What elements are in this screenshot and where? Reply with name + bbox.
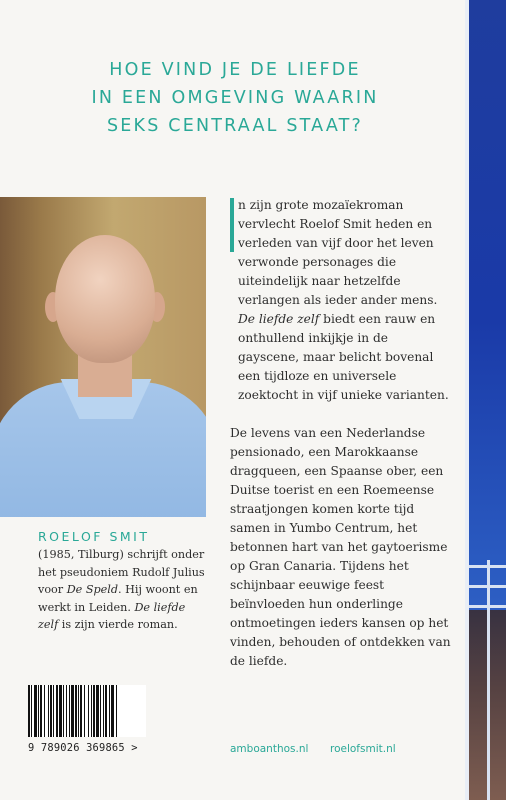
barcode-bar: [75, 685, 77, 737]
headline: [30, 56, 440, 140]
headline-line: SEKS CENTRAAL STAAT?: [106, 116, 364, 136]
railing-post: [487, 560, 490, 800]
barcode-bar: [31, 685, 32, 737]
barcode-bar: [84, 685, 85, 737]
barcode-bar: [63, 685, 64, 737]
barcode-bar: [48, 685, 49, 737]
barcode-bar: [71, 685, 74, 737]
barcode-bar: [56, 685, 58, 737]
blurb-book-title: De liefde zelf: [238, 312, 320, 326]
bio-text: . Hij woont en werkt in Leiden.: [38, 583, 198, 614]
blurb-text: biedt een rauw en onthullend inkijkje in de gayscene, maar belicht bovenal een tijdloze en universele zoektocht in vijf unieke varianten.: [238, 312, 449, 402]
author-photo: [0, 197, 206, 517]
barcode-bar: [59, 685, 62, 737]
bio-publication: De Speld: [66, 583, 119, 597]
barcode-bar: [80, 685, 82, 737]
barcode-bar: [91, 685, 92, 737]
author-site-link[interactable]: roelofsmit.nl: [330, 743, 396, 755]
bio-book-title: De liefde zelf: [38, 600, 186, 632]
blurb: [230, 196, 452, 671]
barcode-bar: [34, 685, 37, 737]
side-photo-strip: [465, 0, 506, 800]
barcode-bar: [44, 685, 45, 737]
barcode-bar: [105, 685, 107, 737]
barcode-bar: [96, 685, 99, 737]
barcode-bar: [100, 685, 101, 737]
barcode-bar: [38, 685, 39, 737]
publisher-link[interactable]: amboanthos.nl: [230, 743, 309, 755]
barcode-bar: [66, 685, 67, 737]
headline-line: HOE VIND JE DE LIEFDE: [109, 60, 361, 80]
barcode-bar: [50, 685, 52, 737]
bio-text: is zijn vierde roman.: [58, 618, 178, 632]
blurb-paragraph: De levens van een Nederlandse pensionado, een Marokkaanse dragqueen, een Spaanse ober, een Duitse toerist en een Roemeense straatjongen komen korte tijd samen in Yumbo Centrum, het betonnen hart van het gaytoerisme op Gran Canaria. Tijdens het schijnbaar eeuwige feest beïnvloeden hun onderlinge ontmoetingen ieders kansen op het vinden, behouden of ontdekken van de liefde.: [230, 426, 451, 668]
barcode-bar: [53, 685, 54, 737]
barcode-bar: [93, 685, 95, 737]
author-bio: [38, 546, 208, 634]
barcode: [28, 685, 146, 737]
barcode-bar: [109, 685, 110, 737]
barcode-bar: [69, 685, 70, 737]
barcode-bar: [88, 685, 89, 737]
barcode-bar: [78, 685, 79, 737]
author-name: ROELOF SMIT: [38, 529, 150, 544]
blurb-text: n zijn grote mozaïekroman vervlecht Roelof Smit heden en verleden van vijf door het leven verwonde personages die uiteindelijk naar hetzelfde verlangen als ieder ander mens.: [238, 198, 438, 307]
barcode-bar: [116, 685, 117, 737]
barcode-bar: [40, 685, 42, 737]
bio-text: (1985, Tilburg) schrijft onder het pseudoniem Rudolf Julius voor: [38, 548, 205, 597]
barcode-bar: [28, 685, 30, 737]
blurb-paragraph: [230, 196, 452, 405]
barcode-bar: [111, 685, 114, 737]
photo-head: [55, 235, 155, 363]
headline-line: IN EEN OMGEVING WAARIN: [91, 88, 379, 108]
barcode-number: 9 789026 369865 >: [28, 742, 138, 754]
barcode-bar: [103, 685, 104, 737]
